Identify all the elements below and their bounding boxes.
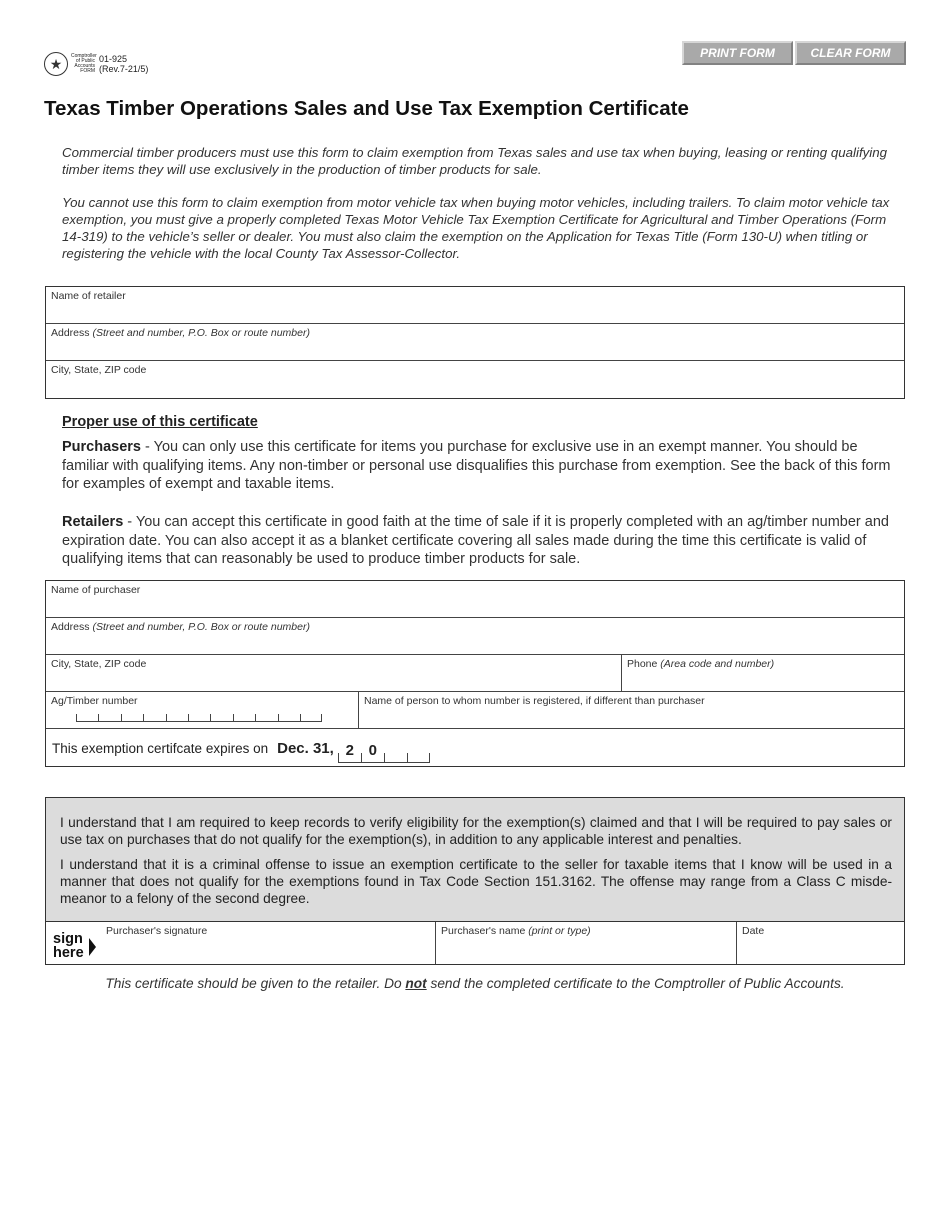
sign-here-arrow-icon [89,938,96,956]
retailer-name-input[interactable] [51,303,899,320]
form-actions [682,41,906,65]
purchaser-phone-label: Phone (Area code and number) [627,658,775,670]
retailer-address-input[interactable] [51,340,899,357]
signature-input[interactable] [106,938,430,961]
registered-name-input[interactable] [364,708,899,725]
signature-label: Purchaser's signature [106,925,208,937]
registered-name-label: Name of person to whom number is registered, if different than purchaser [364,695,705,707]
expires-label: This exemption certifcate expires on [52,741,269,756]
signature-row [46,921,904,964]
footer-note: This certificate should be given to the retailer. Do not send the completed certificate to the Comptroller of Public Accounts. [105,976,845,991]
agency-label: Comptroller of Public Accounts FORM [71,53,97,74]
purchaser-city-label: City, State, ZIP code [51,658,147,670]
date-input[interactable] [742,938,899,961]
retailer-section [45,286,905,399]
purchaser-section [45,580,905,767]
declaration-paragraph-1: I understand that I am required to keep records to verify eligibility for the exemption(s) claimed and that I will be required to pay sales or use tax on purchases that do not qualify for the exemption(s), in addition to any applicable interest and penalties. [60,815,892,847]
retailer-name-row [46,287,904,324]
comptroller-seal-icon: ★ [44,52,68,76]
expires-date: Dec. 31, [277,740,334,757]
form-number: 01-925 [99,54,128,64]
purchaser-print-name-label: Purchaser's name (print or type) [441,925,591,937]
sign-here-marker: sign here [53,931,84,961]
intro-paragraph-2: You cannot use this form to claim exemption from motor vehicle tax when buying motor vehicles, including trailers. To claim motor vehicle tax exemption, you must give a properly completed Texas Motor Vehicle Tax Exemption Certificate for Agricultural and Timber Operations (Form 14-319) to the vehicle’s seller or dealer. You must also claim the exemption on the Application for Texas Title (Form 130-U) when titling or registering the vehicle with the local County Tax Assessor-Collector. [62,195,890,261]
retailers-paragraph: Retailers - You can accept this certificate in good faith at the time of sale if it is properly completed with an ag/timber number and expiration date. You can also accept it as a blanket certificate covering all sales made during the time this certificate is valid of qualifying items that can reasonably be used to produce timber products for sale. [62,514,889,567]
purchaser-phone-input[interactable] [627,671,899,688]
form-id [99,54,148,74]
agtimber-row [46,692,904,729]
page-title: Texas Timber Operations Sales and Use Tax Exemption Certificate [44,97,689,120]
retailer-address-label: Address (Street and number, P.O. Box or route number) [51,327,310,339]
purchaser-address-label: Address (Street and number, P.O. Box or route number) [51,621,310,633]
agtimber-number-label: Ag/Timber number [51,695,138,707]
retailer-city-row [46,361,904,398]
declaration-section [45,797,905,965]
purchasers-paragraph: Purchasers - You can only use this certificate for items you purchase for exclusive use in an exempt manner. You should be familiar with qualifying items. Any non-timber or personal use disqualifies this purchase from exemption. See the back of this form for examples of exempt and taxable items. [62,439,891,492]
print-form-button[interactable]: PRINT FORM [682,41,793,65]
intro-paragraph-1: Commercial timber producers must use this form to claim exemption from Texas sales and use tax when buying, leasing or renting qualifying timber items they will use exclusively in the production of timber products for sale. [62,145,888,177]
retailer-name-label: Name of retailer [51,290,126,302]
retailer-address-row [46,324,904,361]
purchaser-city-phone-row [46,655,904,692]
agtimber-number-input[interactable] [76,714,322,722]
purchaser-name-row [46,581,904,618]
form-revision: (Rev.7-21/5) [99,64,149,74]
retailer-city-input[interactable] [51,377,899,395]
declaration-paragraph-2: I understand that it is a criminal offense to issue an exemption certificate to the seller for taxable items that I know will be used in a manner that does not qualify for the exemptions found in Tax Code Section 151.3162. The offense may range from a Class C misdemeanor to a felony of the second degree. [60,857,892,906]
purchaser-print-name-input[interactable] [441,938,731,961]
form-header [44,48,148,80]
purchaser-name-label: Name of purchaser [51,584,141,596]
expiration-year-input[interactable]: 2 0 [338,753,430,763]
purchaser-address-row [46,618,904,655]
purchaser-name-input[interactable] [51,597,899,614]
expiration-field [52,740,430,759]
date-label: Date [742,925,765,937]
purchaser-city-input[interactable] [51,671,616,688]
clear-form-button[interactable]: CLEAR FORM [795,41,906,65]
proper-use-heading: Proper use of this certificate [62,414,258,430]
purchaser-address-input[interactable] [51,634,899,651]
expiration-row [46,729,904,766]
retailer-city-label: City, State, ZIP code [51,364,147,376]
